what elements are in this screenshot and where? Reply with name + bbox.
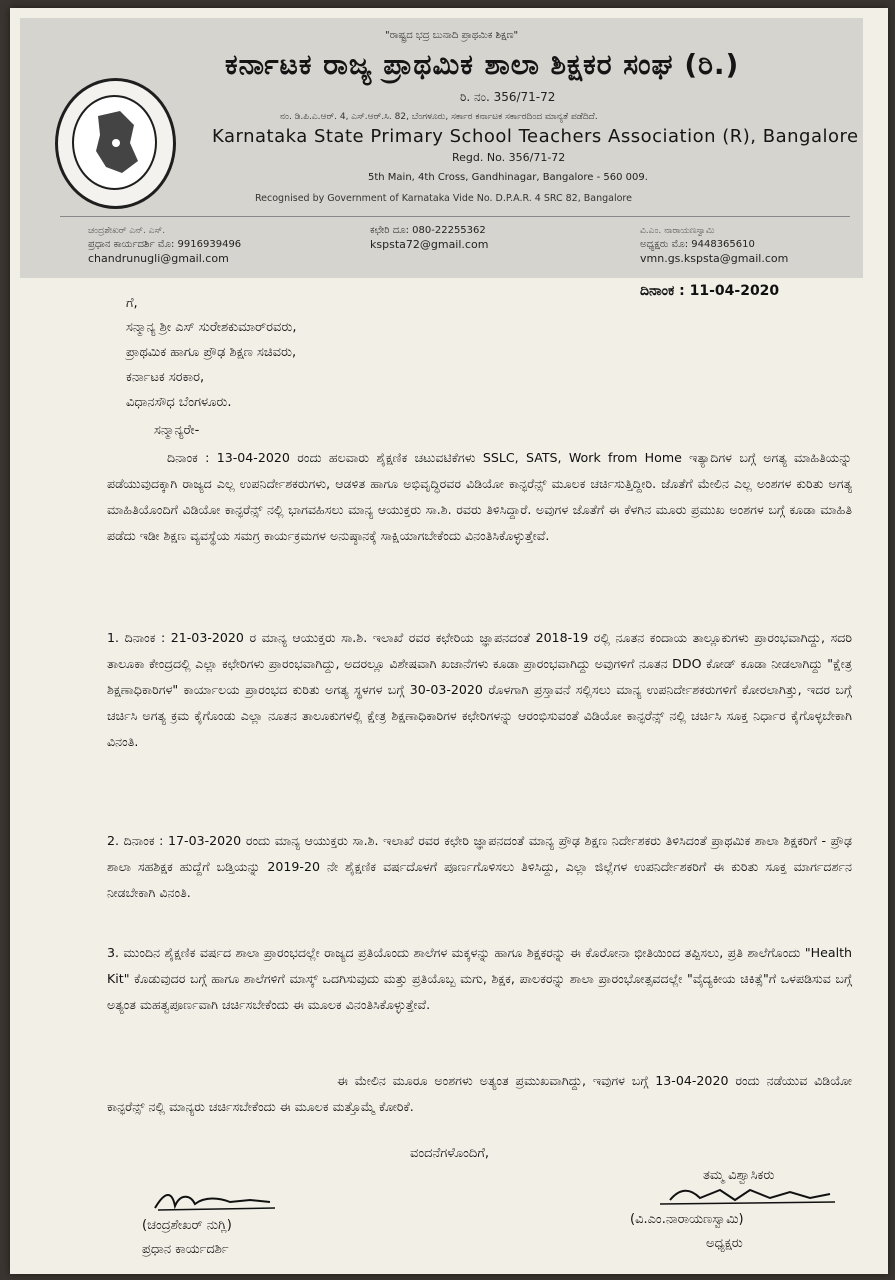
contact-president	[640, 224, 788, 266]
contact-divider	[60, 216, 850, 217]
president-name: (ವಿ.ಎಂ.ನಾರಾಯಣಸ್ವಾಮಿ)	[630, 1212, 744, 1227]
contact-name: ಚಂದ್ರಶೇಖರ್ ಎನ್. ಎಸ್.	[88, 226, 166, 236]
yours-faithfully: ತಮ್ಮ ವಿಶ್ವಾಸಿಕರು	[703, 1168, 775, 1183]
address-english: 5th Main, 4th Cross, Gandhinagar, Bangalore - 560 009.	[368, 172, 648, 183]
addressee-line: ವಿಧಾನಸೌಧ ಬೆಂಗಳೂರು.	[126, 395, 232, 410]
contact-email: chandrunugli@gmail.com	[88, 252, 229, 265]
address-kannada: ನಂ. ಡಿ.ಪಿ.ಎ.ಆರ್. 4, ಎಸ್.ಆರ್.ಸಿ. 82, ಬೆಂಗಳೂರು, ಸರ್ಕಾರ ಕರ್ನಾಟಕ ಸರ್ಕಾರದಿಂದ ಮಾನ್ಯತೆ ಪಡೆದಿದೆ.	[280, 112, 598, 122]
contact-phone: ಪ್ರಧಾನ ಕಾರ್ಯದರ್ಶಿ ಮೊ: 9916939496	[88, 239, 242, 250]
addressee-prefix: ಗೆ,	[126, 296, 138, 311]
secretary-name: (ಚಂದ್ರಶೇಖರ್ ನುಗ್ಲಿ)	[142, 1218, 232, 1233]
president-signature	[640, 1182, 840, 1212]
intro-paragraph: ದಿನಾಂಕ : 13-04-2020 ರಂದು ಹಲವಾರು ಶೈಕ್ಷಣಿಕ ಚಟುವಟಿಕೆಗಳು SSLC, SATS, Work from Home ಇತ್ಯಾದಿಗಳ ಬಗ್ಗೆ ಅಗತ್ಯ ಮಾಹಿತಿಯನ್ನು ಪಡೆಯುವುದಕ್ಕಾಗಿ ರಾಜ್ಯದ ಎಲ್ಲ ಉಪನಿರ್ದೇಶಕರುಗಳು, ಆಡಳಿತ ಹಾಗೂ ಅಭಿವೃದ್ಧಿರವರ ವಿಡಿಯೋ ಕಾನ್ಫರೆನ್ಸ್ ಮೂಲಕ ಚರ್ಚಿಸುತ್ತಿದ್ದೀರಿ. ಜೊತೆಗೆ ಮೇಲಿನ ಎಲ್ಲ ಅಂಶಗಳ ಕುರಿತು ಅಗತ್ಯ ಮಾಹಿತಿಯೊಂದಿಗೆ ವಿಡಿಯೋ ಕಾನ್ಫರೆನ್ಸ್ ನಲ್ಲಿ ಭಾಗವಹಿಸಲು ಮಾನ್ಯ ಆಯುಕ್ತರು ಸಾ.ಶಿ. ರವರು ತಿಳಿಸಿದ್ದಾರೆ. ಅವುಗಳ ಜೊತೆಗೆ ಈ ಕೆಳಗಿನ ಮೂರು ಪ್ರಮುಖ ಅಂಶಗಳ ಬಗ್ಗೆ ಕೂಡಾ ಮಾಹಿತಿ ಪಡೆದು ಇಡೀ ಶಿಕ್ಷಣ ವ್ಯವಸ್ಥೆಯ ಸಮಗ್ರ ಕಾರ್ಯಕ್ರಮಗಳ ಅನುಷ್ಠಾನಕ್ಕೆ ಸಾಕ್ಷಿಯಾಗಬೇಕೆಂದು ವಿನಂತಿಸಿಕೊಳ್ಳುತ್ತೇವೆ.	[107, 450, 852, 543]
addressee-line: ಕರ್ನಾಟಕ ಸರಕಾರ,	[126, 370, 205, 385]
secretary-signature	[150, 1186, 280, 1216]
addressee-line: ಸನ್ಮಾನ್ಯ ಶ್ರೀ ಎಸ್ ಸುರೇಶಕುಮಾರ್‌ರವರು,	[126, 320, 297, 335]
association-emblem-logo	[55, 78, 176, 209]
contact-email: kspsta72@gmail.com	[370, 238, 489, 251]
contact-office	[370, 224, 488, 252]
point-2-paragraph: 2. ದಿನಾಂಕ : 17-03-2020 ರಂದು ಮಾನ್ಯ ಆಯುಕ್ತರು ಸಾ.ಶಿ. ಇಲಾಖೆ ರವರ ಕಛೇರಿ ಜ್ಞಾಪನದಂತೆ ಮಾನ್ಯ ಪ್ರೌಢ ಶಿಕ್ಷಣ ನಿರ್ದೇಶಕರು ತಿಳಿಸಿದಂತೆ ಪ್ರಾಥಮಿಕ ಶಾಲಾ ಶಿಕ್ಷಕರಿಗೆ - ಪ್ರೌಢ ಶಾಲಾ ಸಹಶಿಕ್ಷಕ ಹುದ್ದೆಗೆ ಬಡ್ತಿಯನ್ನು 2019-20 ನೇ ಶೈಕ್ಷಣಿಕ ವರ್ಷದೊಳಗೆ ಪೂರ್ಣಗೊಳಿಸಲು ತಿಳಿಸಿದ್ದು, ಎಲ್ಲಾ ಜಿಲ್ಲೆಗಳ ಉಪನಿರ್ದೇಶಕರಿಗೆ ಈ ಕುರಿತು ಸೂಕ್ತ ಮಾರ್ಗದರ್ಶನ ನೀಡಬೇಕಾಗಿ ವಿನಂತಿ.	[107, 833, 852, 900]
contact-phone: ಅಧ್ಯಕ್ಷರು ಮೊ: 9448365610	[640, 239, 755, 250]
registration-number-english: Regd. No. 356/71-72	[452, 151, 566, 164]
contact-email: vmn.gs.kspsta@gmail.com	[640, 252, 789, 265]
point-3-paragraph: 3. ಮುಂದಿನ ಶೈಕ್ಷಣಿಕ ವರ್ಷದ ಶಾಲಾ ಪ್ರಾರಂಭದಲ್ಲೇ ರಾಜ್ಯದ ಪ್ರತಿಯೊಂದು ಶಾಲೆಗಳ ಮಕ್ಕಳನ್ನು ಹಾಗೂ ಶಿಕ್ಷಕರನ್ನು ಈ ಕೊರೋನಾ ಭೀತಿಯಿಂದ ತಪ್ಪಿಸಲು, ಪ್ರತಿ ಶಾಲೆಗೊಂದು "Health Kit" ಕೊಡುವುದರ ಬಗ್ಗೆ ಹಾಗೂ ಶಾಲೆಗಳಿಗೆ ಮಾಸ್ಕ್ ಒದಗಿಸುವುದು ಮತ್ತು ಪ್ರತಿಯೊಬ್ಬ ಮಗು, ಶಿಕ್ಷಕ, ಪಾಲಕರನ್ನು ಶಾಲಾ ಪ್ರಾರಂಭೋತ್ಸವದಲ್ಲೇ "ವೈದ್ಯಕೀಯ ಚಿಕಿತ್ಸೆ"ಗೆ ಒಳಪಡಿಸುವ ಬಗ್ಗೆ ಅತ್ಯಂತ ಮಹತ್ವಪೂರ್ಣವಾಗಿ ಚರ್ಚಿಸಬೇಕೆಂದು ಈ ಮೂಲಕ ವಿನಂತಿಸಿಕೊಳ್ಳುತ್ತೇವೆ.	[107, 945, 852, 1012]
contact-name: ವಿ.ಎಂ. ನಾರಾಯಣಸ್ವಾಮಿ	[640, 226, 715, 236]
registration-number-kannada: ರಿ. ನಂ. 356/71-72	[460, 90, 556, 104]
president-role: ಅಧ್ಯಕ್ಷರು	[706, 1236, 743, 1251]
addressee-line: ಪ್ರಾಥಮಿಕ ಹಾಗೂ ಪ್ರೌಢ ಶಿಕ್ಷಣ ಸಚಿವರು,	[126, 345, 297, 360]
association-title-kannada: ಕರ್ನಾಟಕ ರಾಜ್ಯ ಪ್ರಾಥಮಿಕ ಶಾಲಾ ಶಿಕ್ಷಕರ ಸಂಘ (ರಿ.)	[225, 48, 740, 81]
association-title-english: Karnataka State Primary School Teachers Association (R), Bangalore	[212, 126, 859, 147]
secretary-role: ಪ್ರಧಾನ ಕಾರ್ಯದರ್ಶಿ	[142, 1242, 229, 1257]
closing-text: ವಂದನೆಗಳೊಂದಿಗೆ,	[410, 1146, 489, 1161]
recognition-text: Recognised by Government of Karnataka Vide No. D.P.A.R. 4 SRC 82, Bangalore	[255, 193, 632, 204]
salutation: ಸನ್ಮಾನ್ಯರೇ-	[154, 423, 200, 438]
conclusion-paragraph: ಈ ಮೇಲಿನ ಮೂರೂ ಅಂಶಗಳು ಅತ್ಯಂತ ಪ್ರಮುಖವಾಗಿದ್ದು, ಇವುಗಳ ಬಗ್ಗೆ 13-04-2020 ರಂದು ನಡೆಯುವ ವಿಡಿಯೋ ಕಾನ್ಫರೆನ್ಸ್ ನಲ್ಲಿ ಮಾನ್ಯರು ಚರ್ಚಿಸಬೇಕೆಂದು ಈ ಮೂಲಕ ಮತ್ತೊಮ್ಮೆ ಕೋರಿಕೆ.	[107, 1073, 852, 1114]
point-1-paragraph: 1. ದಿನಾಂಕ : 21-03-2020 ರ ಮಾನ್ಯ ಆಯುಕ್ತರು ಸಾ.ಶಿ. ಇಲಾಖೆ ರವರ ಕಛೇರಿಯ ಜ್ಞಾಪನದಂತೆ 2018-19 ರಲ್ಲಿ ನೂತನ ಕಂದಾಯ ತಾಲ್ಲೂಕುಗಳು ಪ್ರಾರಂಭವಾಗಿದ್ದು, ಸದರಿ ತಾಲೂಕಾ ಕೇಂದ್ರದಲ್ಲಿ ಎಲ್ಲಾ ಕಛೇರಿಗಳು ಪ್ರಾರಂಭವಾಗಿದ್ದು, ಅದರಲ್ಲೂ ವಿಶೇಷವಾಗಿ ಖಜಾನೆಗಳು ಕೂಡಾ ಪ್ರಾರಂಭವಾಗಿದ್ದು ಅವುಗಳಿಗೆ ನೂತನ DDO ಕೋಡ್ ಕೂಡಾ ನೀಡಲಾಗಿದ್ದು "ಕ್ಷೇತ್ರ ಶಿಕ್ಷಣಾಧಿಕಾರಿಗಳ" ಕಾರ್ಯಾಲಯ ಪ್ರಾರಂಭದ ಕುರಿತು ಅಗತ್ಯ ಸ್ಥಳಗಳ ಬಗ್ಗೆ 30-03-2020 ರೊಳಗಾಗಿ ಪ್ರಸ್ತಾವನೆ ಸಲ್ಲಿಸಲು ಮಾನ್ಯ ಉಪನಿರ್ದೇಶಕರುಗಳಿಗೆ ಕೋರಲಾಗಿತ್ತು, ಇದರ ಬಗ್ಗೆ ಚರ್ಚಿಸಿ ಅಗತ್ಯ ಕ್ರಮ ಕೈಗೊಂಡು ಎಲ್ಲಾ ನೂತನ ತಾಲೂಕುಗಳಲ್ಲಿ ಕ್ಷೇತ್ರ ಶಿಕ್ಷಣಾಧಿಕಾರಿಗಳ ಕಛೇರಿಗಳನ್ನು ಆರಂಭಿಸುವಂತೆ ವಿಡಿಯೋ ಕಾನ್ಫರೆನ್ಸ್ ನಲ್ಲಿ ಚರ್ಚಿಸಿ ಸೂಕ್ತ ನಿರ್ಧಾರ ಕೈಗೊಳ್ಳಬೇಕಾಗಿ ವಿನಂತಿ.	[107, 630, 852, 749]
contact-secretary	[88, 224, 241, 266]
motto-text: "ರಾಷ್ಟ್ರದ ಭದ್ರ ಬುನಾದಿ ಪ್ರಾಥಮಿಕ ಶಿಕ್ಷಣ"	[385, 30, 519, 41]
letter-date: ದಿನಾಂಕ : 11-04-2020	[640, 283, 780, 299]
contact-phone: ಕಛೇರಿ ದೂ: 080-22255362	[370, 225, 486, 236]
